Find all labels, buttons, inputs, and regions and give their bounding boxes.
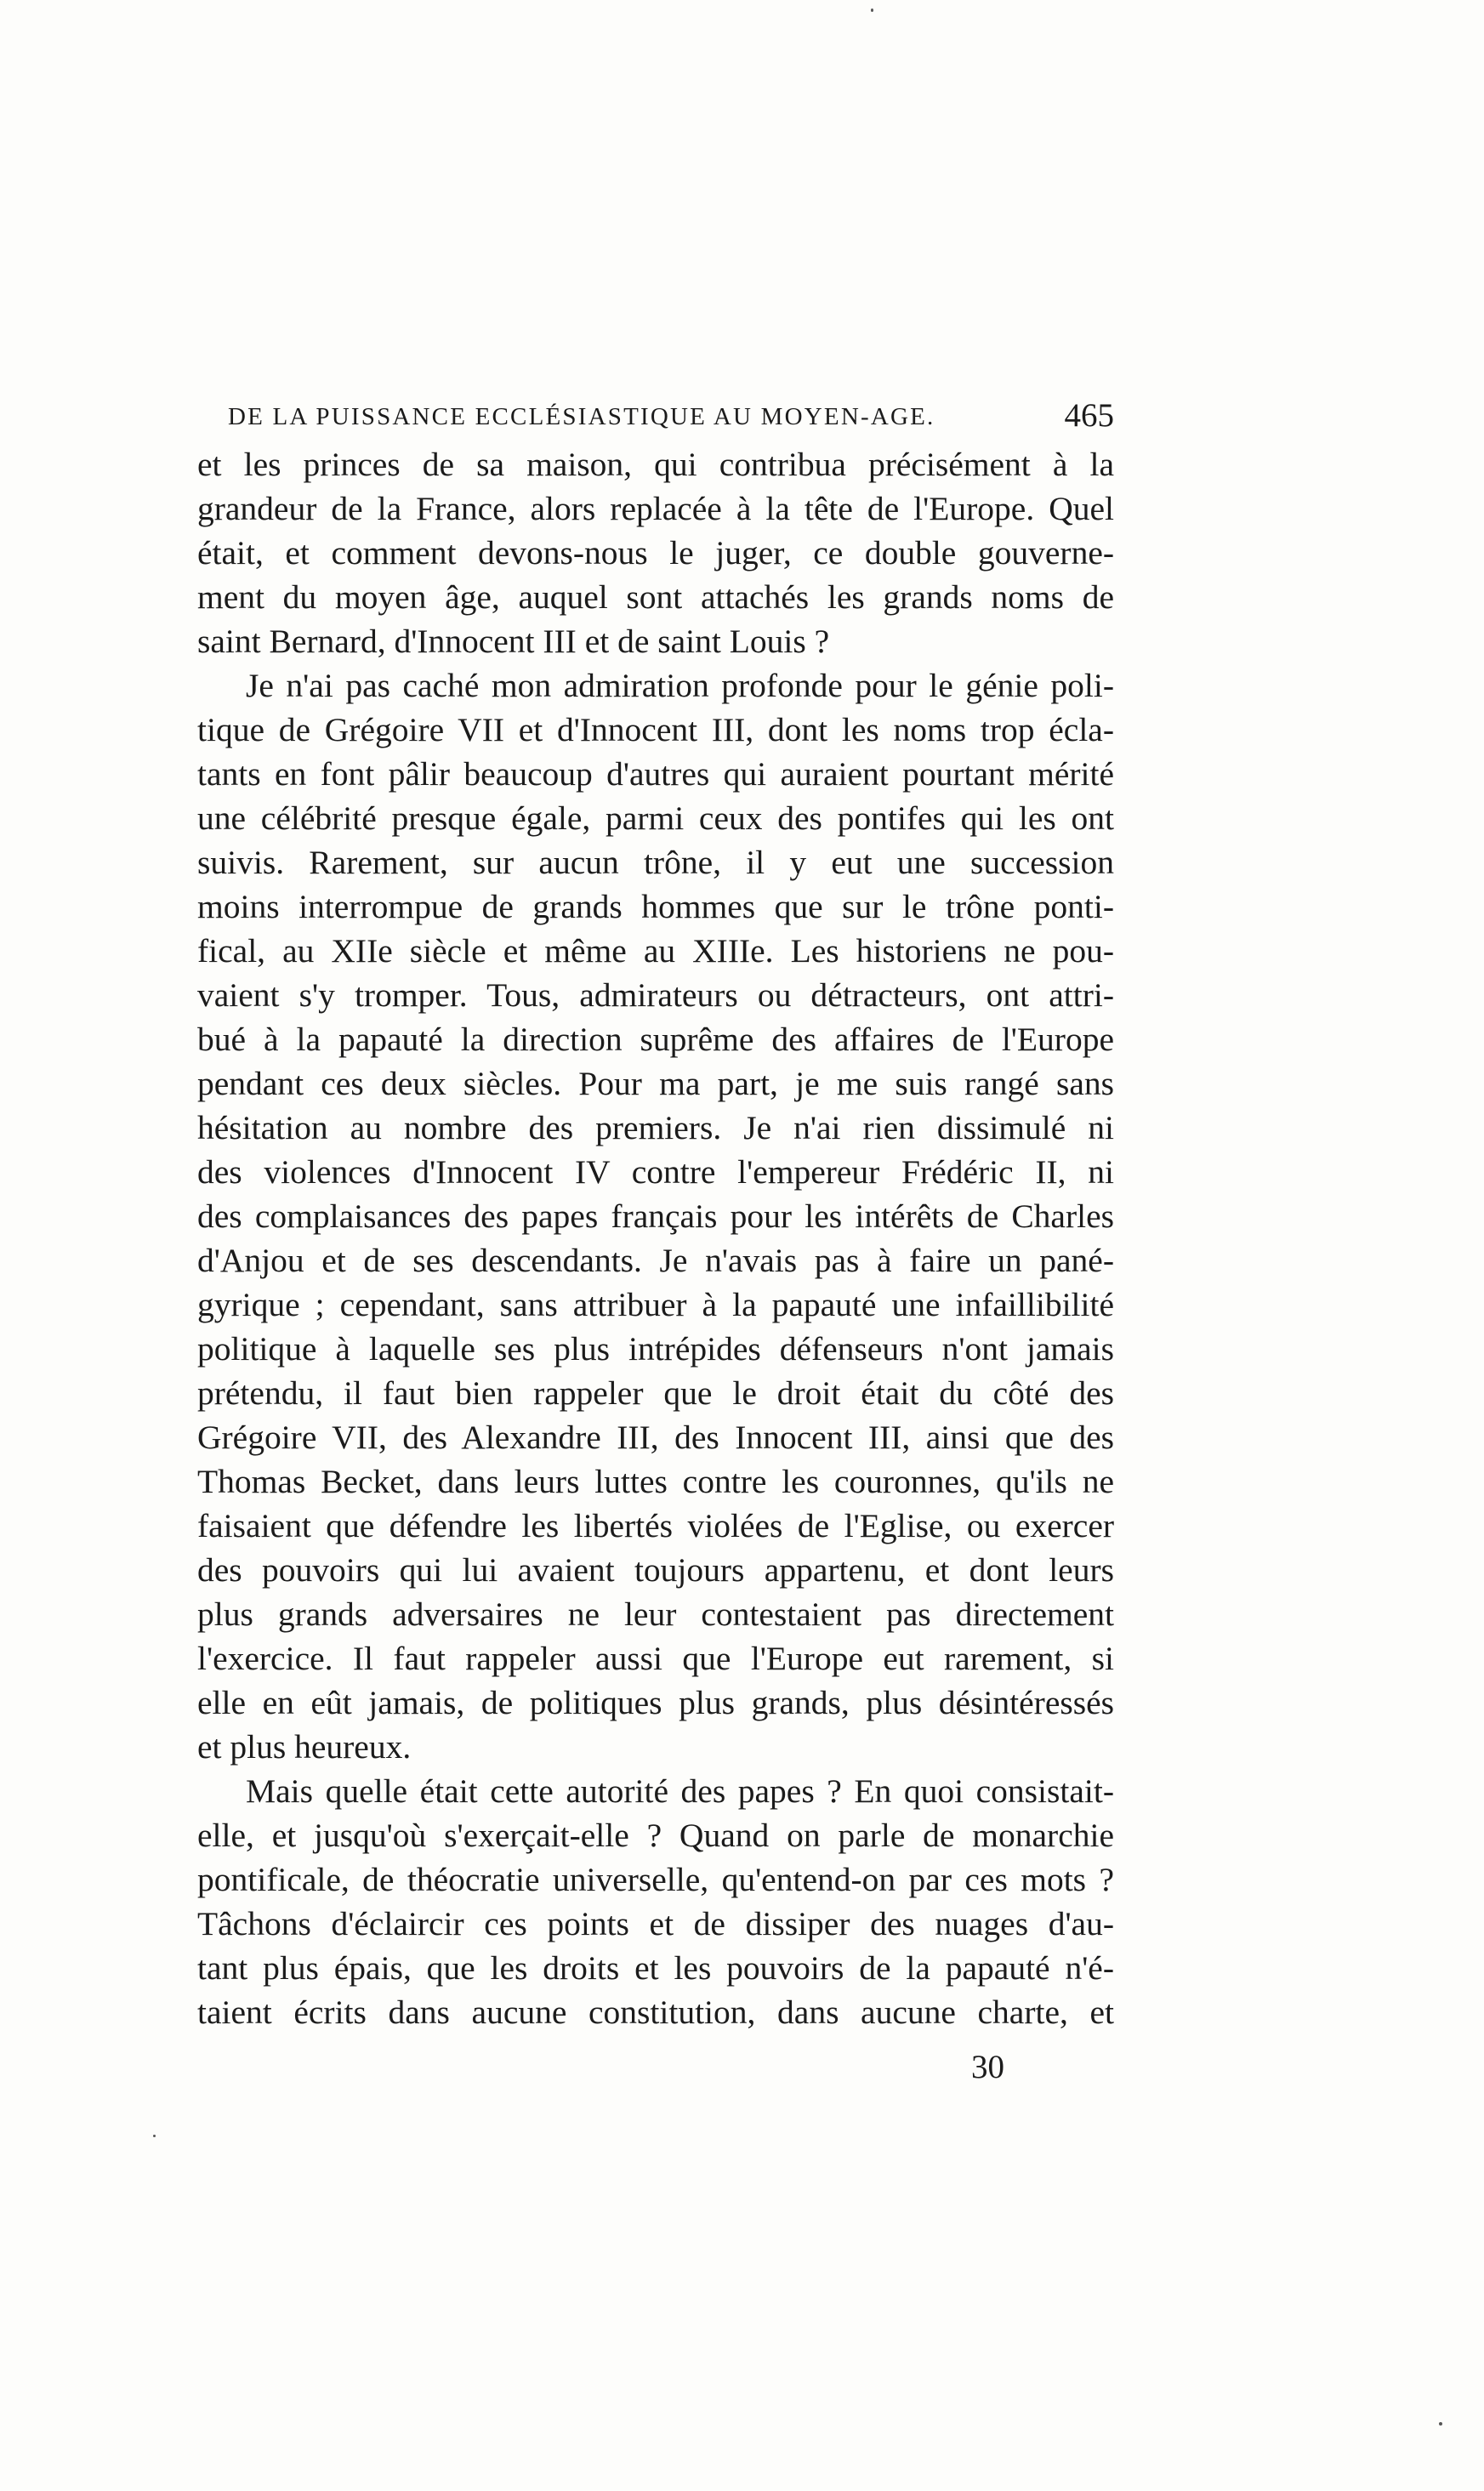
text-line: faisaient que défendre les libertés violées de l'Eglise, ou exercer [197,1507,1114,1544]
text-line: elle, et jusqu'où s'exerçait-elle ? Quand on parle de monarchie [197,1817,1114,1854]
text-line: l'exercice. Il faut rappeler aussi que l'Europe eut rarement, si [197,1640,1114,1677]
ink-speck [153,2135,156,2137]
paragraph-2 [197,663,1114,1769]
text-line: tique de Grégoire VII et d'Innocent III, dont les noms trop écla- [197,711,1114,748]
text-line: ment du moyen âge, auquel sont attachés les grands noms de [197,578,1114,616]
paragraph-3 [197,1769,1114,2034]
text-line: des complaisances des papes français pour les intérêts de Charles [197,1197,1114,1235]
text-line: des pouvoirs qui lui avaient toujours appartenu, et dont leurs [197,1551,1114,1589]
page-number: 465 [1064,397,1114,434]
text-line: d'Anjou et de ses descendants. Je n'avais pas à faire un pané- [197,1242,1114,1279]
text-line: tant plus épais, que les droits et les pouvoirs de la papauté n'é- [197,1949,1114,1987]
text-line: Tâchons d'éclaircir ces points et de dissiper des nuages d'au- [197,1905,1114,1942]
ink-speck [871,9,873,12]
text-line: bué à la papauté la direction suprême des affaires de l'Europe [197,1021,1114,1058]
text-line: hésitation au nombre des premiers. Je n'ai rien dissimulé ni [197,1109,1114,1146]
paragraph-1 [197,442,1114,663]
text-block [197,397,1114,2034]
text-line: des violences d'Innocent IV contre l'empereur Frédéric II, ni [197,1153,1114,1191]
text-line: politique à laquelle ses plus intrépides défenseurs n'ont jamais [197,1330,1114,1368]
text-line: vaient s'y tromper. Tous, admirateurs ou détracteurs, ont attri- [197,976,1114,1014]
text-line: elle en eût jamais, de politiques plus grands, plus désintéressés [197,1684,1114,1721]
text-line: saint Bernard, d'Innocent III et de saint Louis ? [197,623,830,660]
text-line: prétendu, il faut bien rappeler que le droit était du côté des [197,1374,1114,1412]
text-line: Thomas Becket, dans leurs luttes contre les couronnes, qu'ils ne [197,1463,1114,1500]
text-line: Grégoire VII, des Alexandre III, des Innocent III, ainsi que des [197,1419,1114,1456]
text-line: était, et comment devons-nous le juger, ce double gouverne- [197,534,1114,572]
running-head-title: DE LA PUISSANCE ECCLÉSIASTIQUE AU MOYEN-AGE. [228,403,935,430]
ink-speck [1439,2422,1442,2426]
text-line: une célébrité presque égale, parmi ceux des pontifes qui les ont [197,799,1114,837]
text-line: et les princes de sa maison, qui contribua précisément à la [197,446,1114,483]
text-line: suivis. Rarement, sur aucun trône, il y eut une succession [197,844,1114,881]
running-head [228,397,1114,442]
text-line: moins interrompue de grands hommes que sur le trône ponti- [197,888,1114,925]
text-line: Je n'ai pas caché mon admiration profonde pour le génie poli- [246,667,1114,704]
text-line: gyrique ; cependant, sans attribuer à la papauté une infaillibilité [197,1286,1114,1323]
text-line: grandeur de la France, alors replacée à la tête de l'Europe. Quel [197,490,1114,527]
text-line: et plus heureux. [197,1728,412,1766]
text-line: tants en font pâlir beaucoup d'autres qui auraient pourtant mérité [197,755,1114,793]
signature-mark: 30 [971,2049,1004,2085]
text-line: pendant ces deux siècles. Pour ma part, je me suis rangé sans [197,1065,1114,1102]
text-line: taient écrits dans aucune constitution, dans aucune charte, et [197,1993,1114,2031]
text-line: Mais quelle était cette autorité des papes ? En quoi consistait- [246,1772,1114,1810]
text-line: plus grands adversaires ne leur contestaient pas directement [197,1595,1114,1633]
text-line: pontificale, de théocratie universelle, qu'entend-on par ces mots ? [197,1861,1114,1898]
text-line: fical, au XIIe siècle et même au XIIIe. Les historiens ne pou- [197,932,1114,970]
